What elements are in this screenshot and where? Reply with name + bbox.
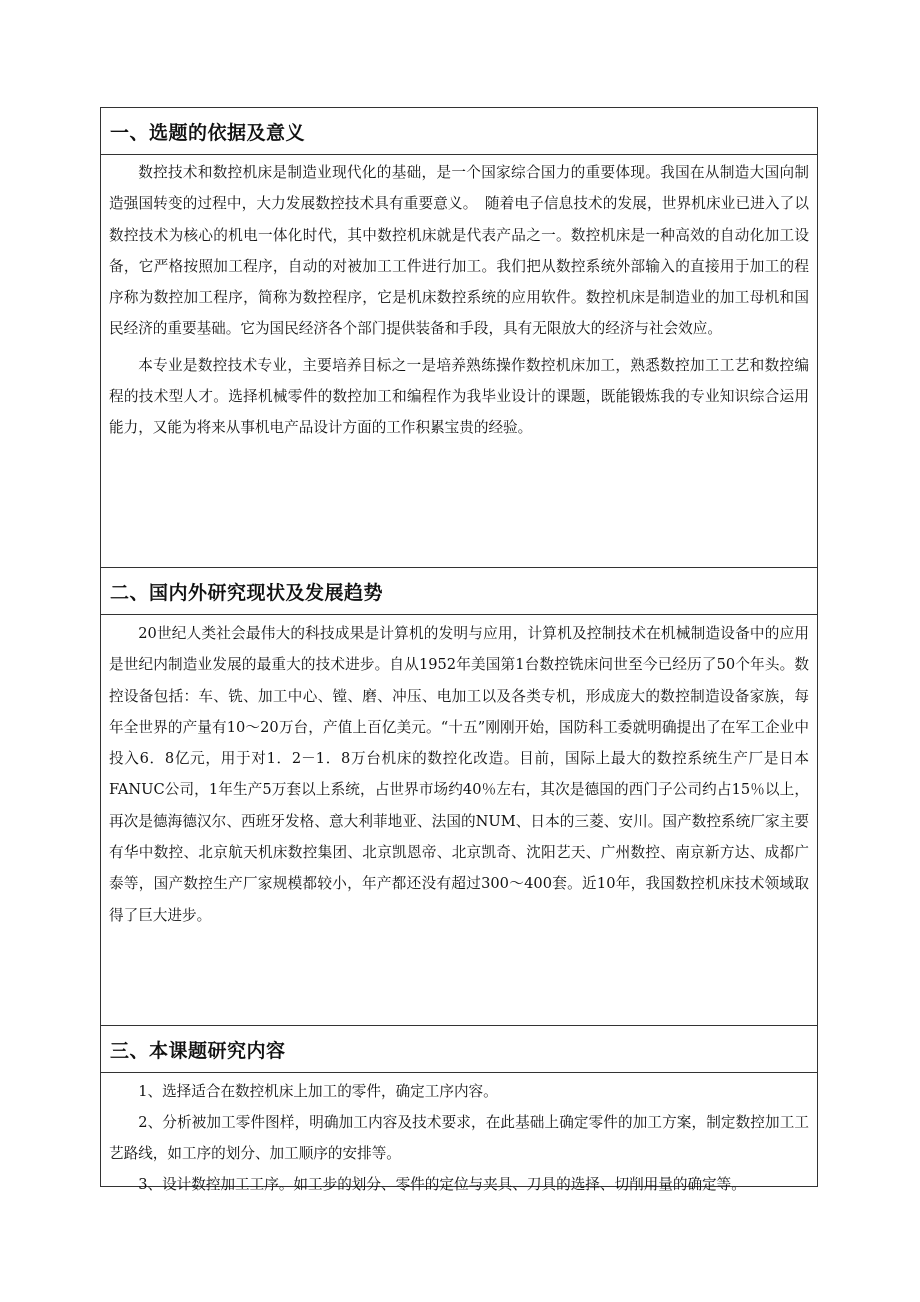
section-1-paragraph-2: 本专业是数控技术专业，主要培养目标之一是培养熟练操作数控机床加工，熟悉数控加工工艺和数控编程的技术型人才。选择机械零件的数控加工和编程作为我毕业设计的课题，既能锻炼我的专业知识综合运用能力，又能为将来从事机电产品设计方面的工作积累宝贵的经验。 [109,356,809,437]
section-3-item-3: 3、设计数控加工工序。如工步的划分、零件的定位与夹具、刀具的选择、切削用量的确定等。 [138,1176,746,1193]
section-2-body [101,615,817,1026]
section-2-paragraph-1: 20世纪人类社会最伟大的科技成果是计算机的发明与应用，计算机及控制技术在机械制造设备中的应用是世纪内制造业发展的最重大的技术进步。自从1952年美国第1台数控铣床问世至今已经历了50个年头。数控设备包括：车、铣、加工中心、镗、磨、冲压、电加工以及各类专机，形成庞大的数控制造设备家族，每年全世界的产量有10～20万台，产值上百亿美元。“十五”刚刚开始，国防科工委就明确提出了在军工企业中投入6．8亿元，用于对1．2－1．8万台机床的数控化改造。目前，国际上最大的数控系统生产厂是日本FANUC公司，1年生产5万套以上系统，占世界市场约40％左右，其次是德国的西门子公司约占15％以上，再次是德海德汉尔、西班牙发格、意大利菲地亚、法国的NUM、日本的三菱、安川。国产数控系统厂家主要有华中数控、北京航天机床数控集团、北京凯恩帝、北京凯奇、沈阳艺天、广州数控、南京新方达、成都广泰等，国产数控生产厂家规模都较小，年产都还没有超过300～400套。近10年，我国数控机床技术领域取得了巨大进步。 [109,625,809,924]
section-2-title: 二、国内外研究现状及发展趋势 [101,568,817,615]
section-3-body [101,1073,817,1193]
section-3-item-1: 1、选择适合在数控机床上加工的零件，确定工序内容。 [138,1083,498,1100]
section-1-paragraph-1: 数控技术和数控机床是制造业现代化的基础，是一个国家综合国力的重要体现。我国在从制造大国向制造强国转变的过程中，大力发展数控技术具有重要意义。 随着电子信息技术的发展，世界机床业已进入了以数控技术为核心的机电一体化时代，其中数控机床就是代表产品之一。数控机床是一种高效的自动化加工设备，它严格按照加工程序，自动的对被加工工件进行加工。我们把从数控系统外部输入的直接用于加工的程序称为数控加工程序，简称为数控程序，它是机床数控系统的应用软件。数控机床是制造业的加工母机和国民经济的重要基础。它为国民经济各个部门提供装备和手段，具有无限放大的经济与社会效应。 [109,164,809,338]
section-3-item-2: 2、分析被加工零件图样，明确加工内容及技术要求，在此基础上确定零件的加工方案，制定数控加工工艺路线，如工序的划分、加工顺序的安排等。 [109,1114,809,1162]
section-1-title: 一、选题的依据及意义 [101,108,817,155]
section-3-title: 三、本课题研究内容 [101,1026,817,1073]
section-1-body [101,155,817,568]
proposal-table [100,107,818,1193]
